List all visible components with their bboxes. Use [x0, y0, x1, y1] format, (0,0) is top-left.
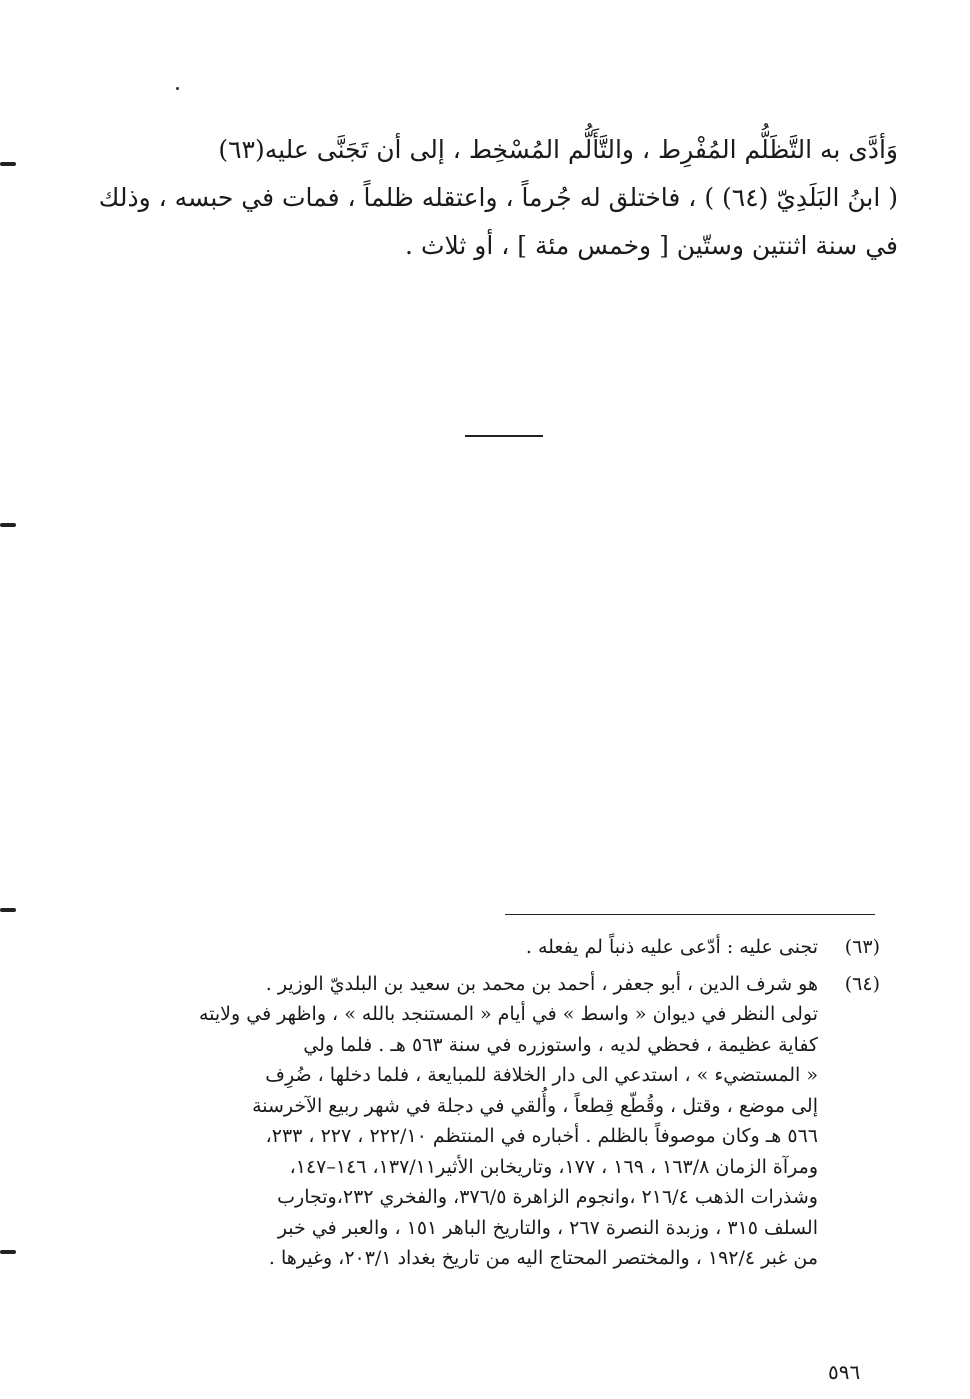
footnote-line: « المستضيء » ، استدعي الى دار الخلافة للمبايعة ، فلما دخلها ، ضُرِف: [265, 1064, 818, 1086]
footnote-line: ومرآة الزمان ١٦٣/٨ ، ١٦٩ ، ١٧٧، وتاريخابن الأثير١٣٧/١١، ١٤٦–١٤٧،: [289, 1155, 818, 1178]
main-text: [98, 126, 898, 270]
main-text-line: في سنة اثنتين وستّين [ وخمس مئة ] ، أو ثلاث .: [405, 231, 898, 260]
footnote-line: من غبر ١٩٢/٤ ، والمختصر المحتاج اليه من تاريخ بغداد ٢٠٣/١، وغيرها .: [268, 1247, 818, 1269]
footnote-64: [120, 969, 880, 1274]
footnote-line: إلى موضع ، وقتل ، وقُطّع قِطعاً ، وأُلقي في دجلة في شهر ربيع الآخرسنة: [252, 1094, 818, 1117]
page-number: ٥٩٦: [828, 1360, 861, 1384]
footnote-line: تجنى عليه : أدّعى عليه ذنباً لم يفعله .: [525, 936, 818, 958]
footnote-number: (٦٣): [844, 936, 880, 958]
footnote-number: (٦٤): [844, 972, 880, 995]
footnote-body: [120, 969, 818, 1274]
footnote-line: وشذرات الذهب ٢١٦/٤ ،وانجوم الزاهرة ٣٧٦/٥، والفخري ٢٣٢،وتجارب: [277, 1186, 818, 1208]
footnote-body: [120, 932, 818, 963]
main-text-line: ( ابنُ البَلَدِيّ (٦٤) ) ، فاختلق له جُرماً ، واعتقله ظلماً ، فمات في حبسه ، وذلك: [98, 183, 898, 212]
margin-mark: [0, 523, 16, 527]
footnote-63: [120, 932, 880, 963]
footnote-line: كفاية عظيمة ، فحظي لديه ، واستوزره في سنة ٥٦٣ هـ . فلما ولي: [303, 1033, 818, 1056]
main-text-line: وَأدَّى به التَّظَلُّم المُفْرِط ، والتَّأَلُّم المُسْخِط ، إلى أن تَجَنَّى عليه(٦٣): [218, 135, 898, 164]
footnote-line: السلف ٣١٥ ، وزبدة النصرة ٢٦٧ ، والتاريخ الباهر ١٥١ ، والعبر في خبر: [277, 1216, 818, 1239]
ink-speck: [176, 87, 179, 90]
margin-mark: [0, 162, 16, 166]
footnote-line: تولى النظر في ديوان « واسط » في أيام « المستنجد بالله » ، واظهر في ولايته: [198, 1003, 818, 1025]
footnote-line: ٥٦٦ هـ وكان موصوفاً بالظلم . أخباره في المنتظم ٢٢٢/١٠ ، ٢٢٧ ، ٢٣٣،: [265, 1125, 818, 1147]
footnote-line: هو شرف الدين ، أبو جعفر ، أحمد بن محمد بن سعيد بن البلديّ الوزير .: [265, 972, 818, 995]
footnote-rule: [505, 914, 875, 915]
margin-mark: [0, 1250, 16, 1254]
margin-mark: [0, 908, 16, 912]
section-separator: [465, 435, 543, 437]
footnotes: [120, 932, 880, 1280]
